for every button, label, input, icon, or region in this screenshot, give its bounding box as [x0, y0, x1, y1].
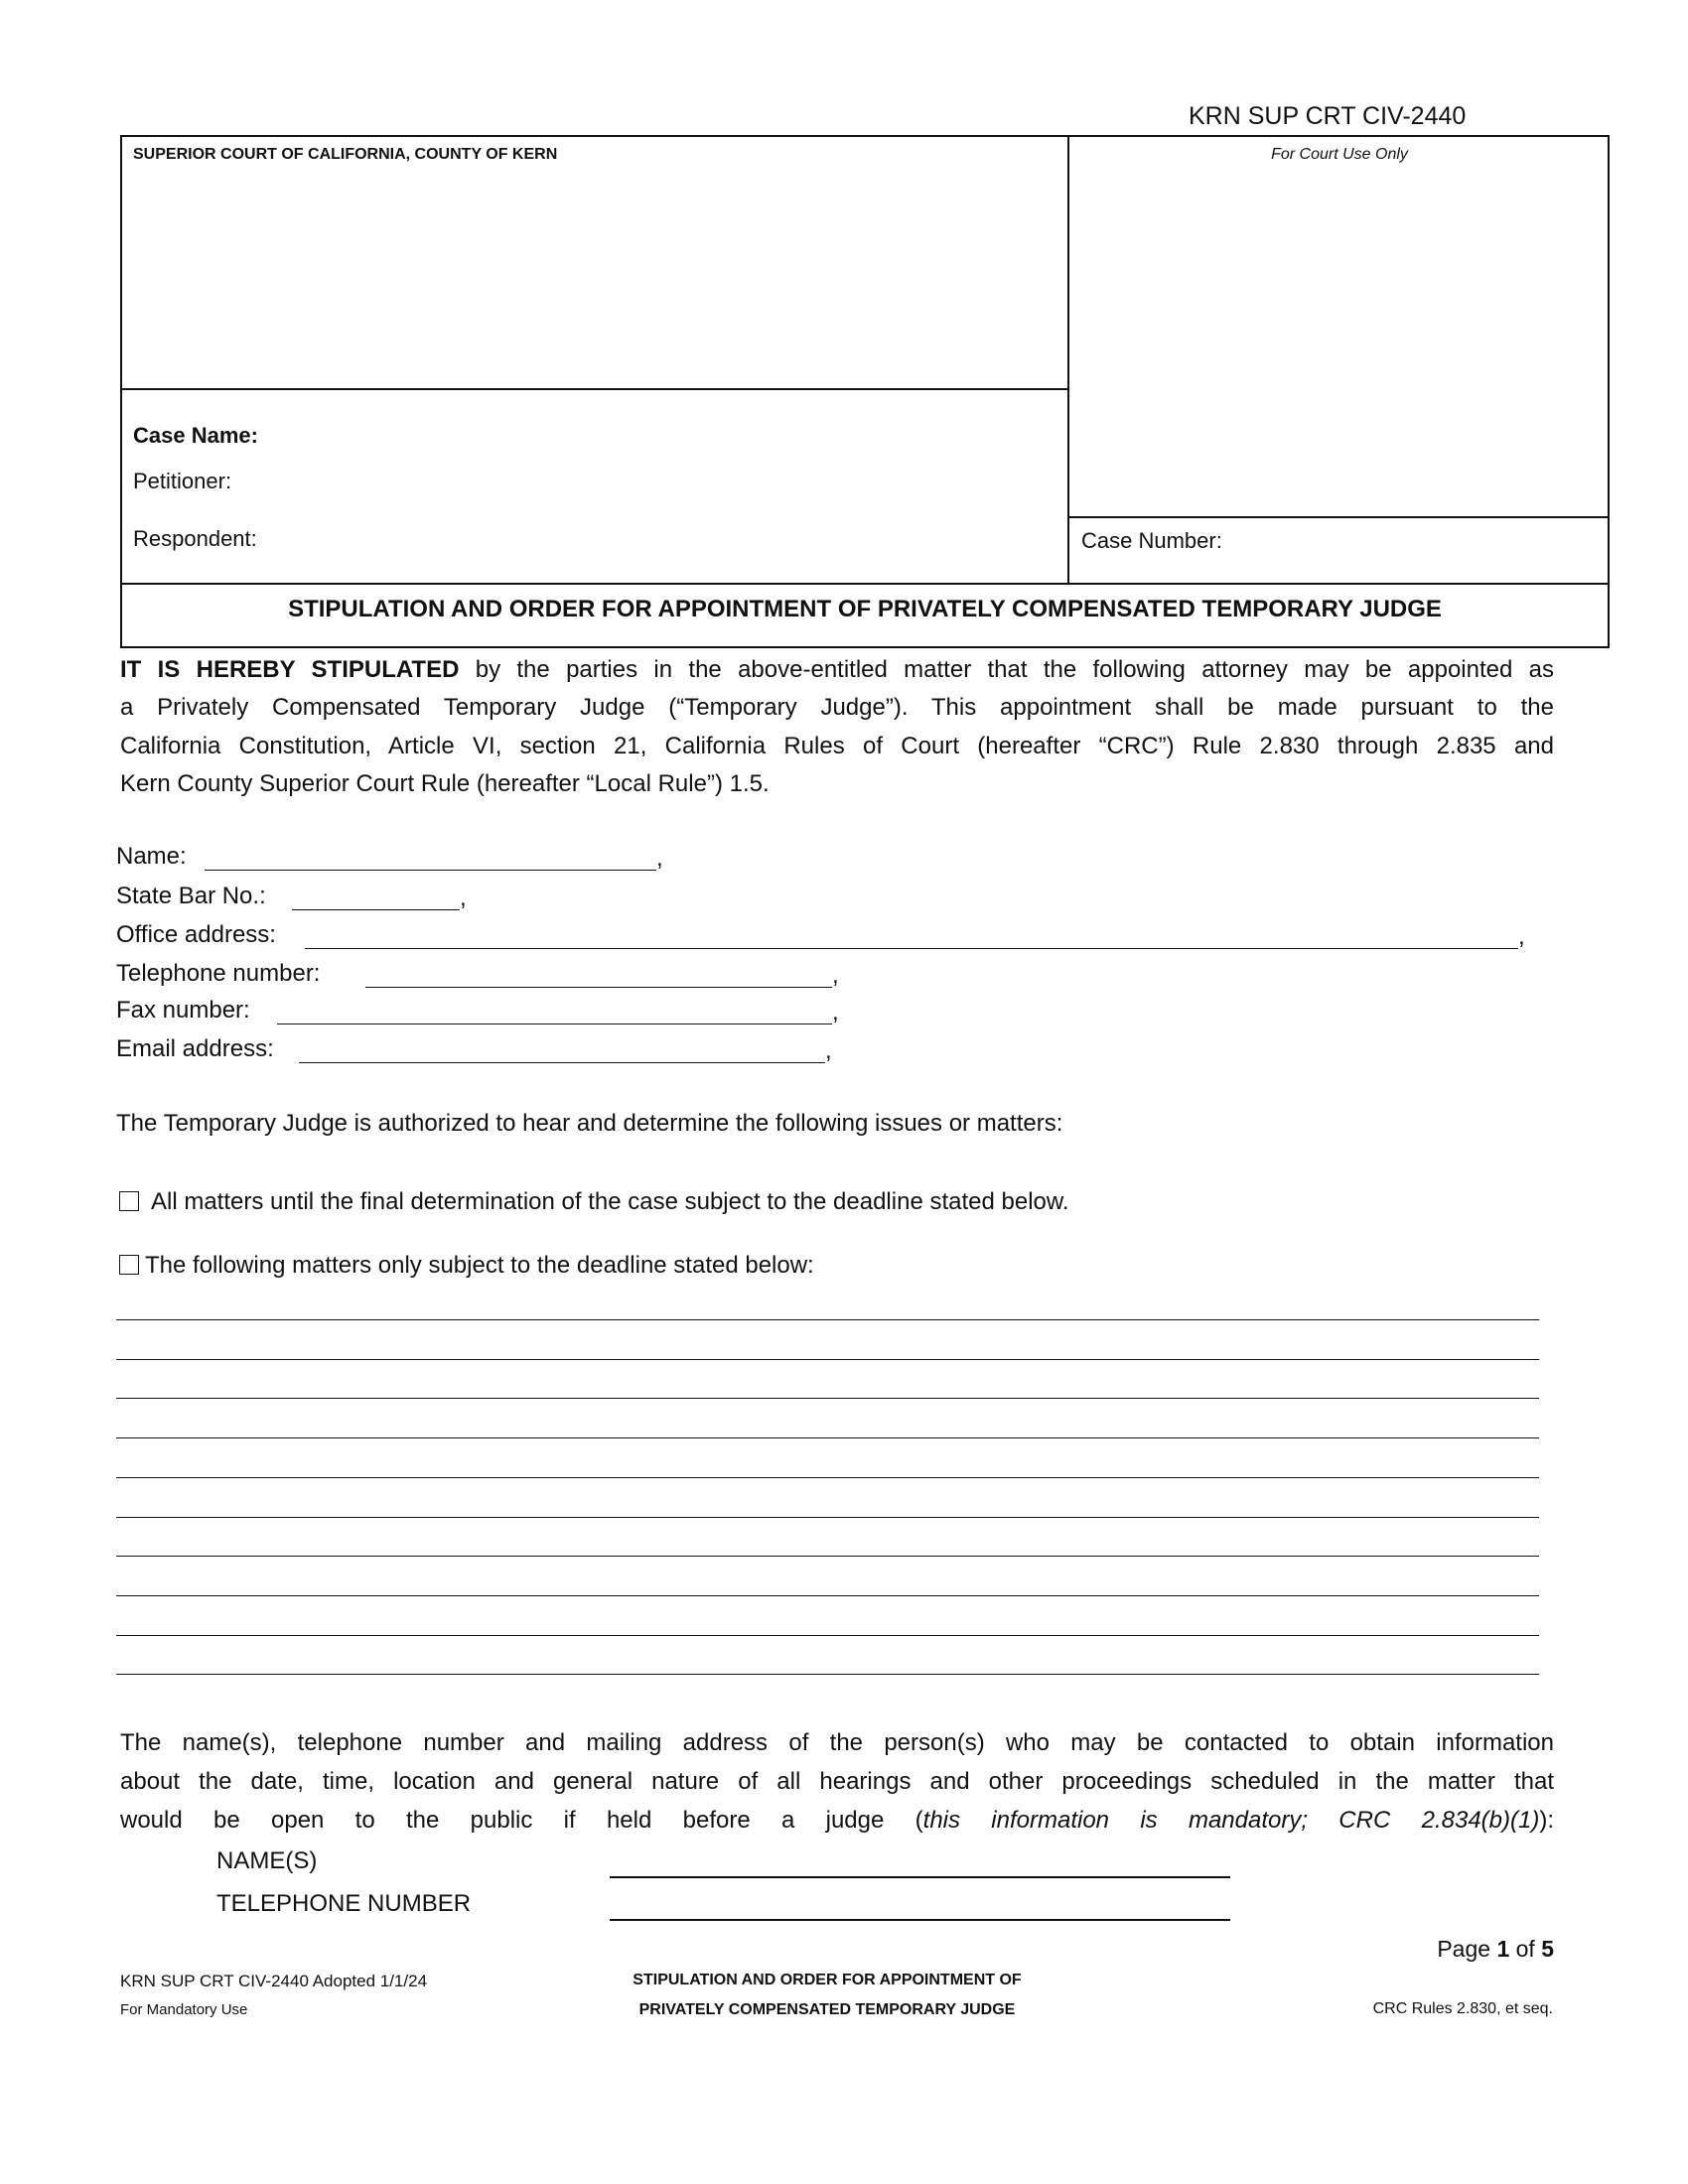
comma: ,	[460, 885, 467, 911]
petitioner-field[interactable]: Petitioner:	[133, 469, 232, 493]
intro-line: Kern County Superior Court Rule (hereafter “Local Rule”) 1.5.	[120, 770, 770, 797]
comma: ,	[656, 845, 663, 872]
authorized-text: The Temporary Judge is authorized to hear and determine the following issues or matters:	[116, 1110, 1063, 1137]
office-label: Office address:	[116, 921, 276, 948]
contact-telephone-input[interactable]	[610, 1919, 1230, 1921]
case-name-label: Case Name:	[133, 423, 258, 448]
names-input[interactable]	[610, 1876, 1230, 1878]
matters-line[interactable]	[116, 1477, 1539, 1478]
comma: ,	[832, 999, 839, 1025]
footer-title: PRIVATELY COMPENSATED TEMPORARY JUDGE	[638, 2001, 1016, 2018]
option-following[interactable]	[119, 1251, 814, 1281]
comma: ,	[1518, 923, 1525, 950]
name-label: Name:	[116, 843, 187, 870]
telephone-label: TELEPHONE NUMBER	[216, 1890, 472, 1917]
option-following-label: The following matters only subject to the deadline stated below:	[145, 1252, 814, 1279]
matters-line[interactable]	[116, 1556, 1539, 1557]
caption-box	[120, 135, 1610, 648]
matters-line[interactable]	[116, 1437, 1539, 1438]
names-label: NAME(S)	[216, 1847, 318, 1874]
respondent-field[interactable]: Respondent:	[133, 526, 257, 551]
divider	[120, 583, 1610, 585]
divider	[120, 388, 1068, 390]
intro-line	[120, 651, 1554, 690]
intro-line: a Privately Compensated Temporary Judge (“Temporary Judge”). This appointment shall be made pursuant to the	[120, 694, 1554, 721]
contact-line: about the date, time, location and general nature of all hearings and other proceedings scheduled in the matter that	[120, 1768, 1554, 1795]
fax-label: Fax number:	[116, 997, 250, 1024]
matters-line[interactable]	[116, 1595, 1539, 1596]
matters-line[interactable]	[116, 1398, 1539, 1399]
bar-label: State Bar No.:	[116, 883, 266, 909]
email-label: Email address:	[116, 1035, 274, 1062]
name-input[interactable]	[205, 870, 656, 871]
state-bar-input[interactable]	[292, 909, 460, 910]
option-all-label: All matters until the final determination of the case subject to the deadline stated below.	[151, 1188, 1069, 1215]
court-use-label: For Court Use Only	[1271, 146, 1408, 163]
comma: ,	[832, 962, 839, 989]
email-input[interactable]	[299, 1062, 825, 1063]
footer-mandatory: For Mandatory Use	[120, 2001, 248, 2018]
checkbox[interactable]	[119, 1191, 139, 1211]
contact-line: would be open to the public if held before a judge (this information is mandatory; CRC 2.834(b)(1)):	[120, 1807, 1554, 1834]
comma: ,	[825, 1037, 832, 1064]
matters-line[interactable]	[116, 1359, 1539, 1360]
phone-label: Telephone number:	[116, 960, 321, 987]
option-all[interactable]	[119, 1187, 1069, 1217]
page-number: Page 1 of 5	[1437, 1936, 1554, 1962]
footer-form-id: KRN SUP CRT CIV-2440 Adopted 1/1/24	[120, 1972, 428, 1990]
matters-line[interactable]	[116, 1319, 1539, 1320]
telephone-input[interactable]	[365, 987, 832, 988]
mandatory-note: this information is mandatory; CRC 2.834(b)(1)	[922, 1807, 1540, 1834]
footer-rules: CRC Rules 2.830, et seq.	[1372, 2000, 1553, 2017]
form-title: STIPULATION AND ORDER FOR APPOINTMENT OF PRIVATELY COMPENSATED TEMPORARY JUDGE	[288, 596, 1442, 622]
matters-line[interactable]	[116, 1674, 1539, 1675]
office-address-input[interactable]	[305, 948, 1518, 949]
contact-line: The name(s), telephone number and mailing address of the person(s) who may be contacted to obtain information	[120, 1729, 1554, 1756]
form-id: KRN SUP CRT CIV-2440	[1189, 102, 1467, 130]
court-name: SUPERIOR COURT OF CALIFORNIA, COUNTY OF KERN	[133, 146, 558, 163]
intro-bold: IT IS HEREBY STIPULATED	[120, 656, 460, 683]
checkbox[interactable]	[119, 1255, 139, 1275]
matters-line[interactable]	[116, 1517, 1539, 1518]
intro-text: by the parties in the above-entitled matter that the following attorney may be appointed as	[459, 656, 1554, 683]
footer-title: STIPULATION AND ORDER FOR APPOINTMENT OF	[633, 1972, 1022, 1988]
divider	[1067, 516, 1610, 518]
intro-line: California Constitution, Article VI, section 21, California Rules of Court (hereafter “CRC”) Rule 2.830 through 2.835 and	[120, 733, 1554, 759]
case-number-field[interactable]: Case Number:	[1081, 528, 1222, 553]
matters-line[interactable]	[116, 1635, 1539, 1636]
